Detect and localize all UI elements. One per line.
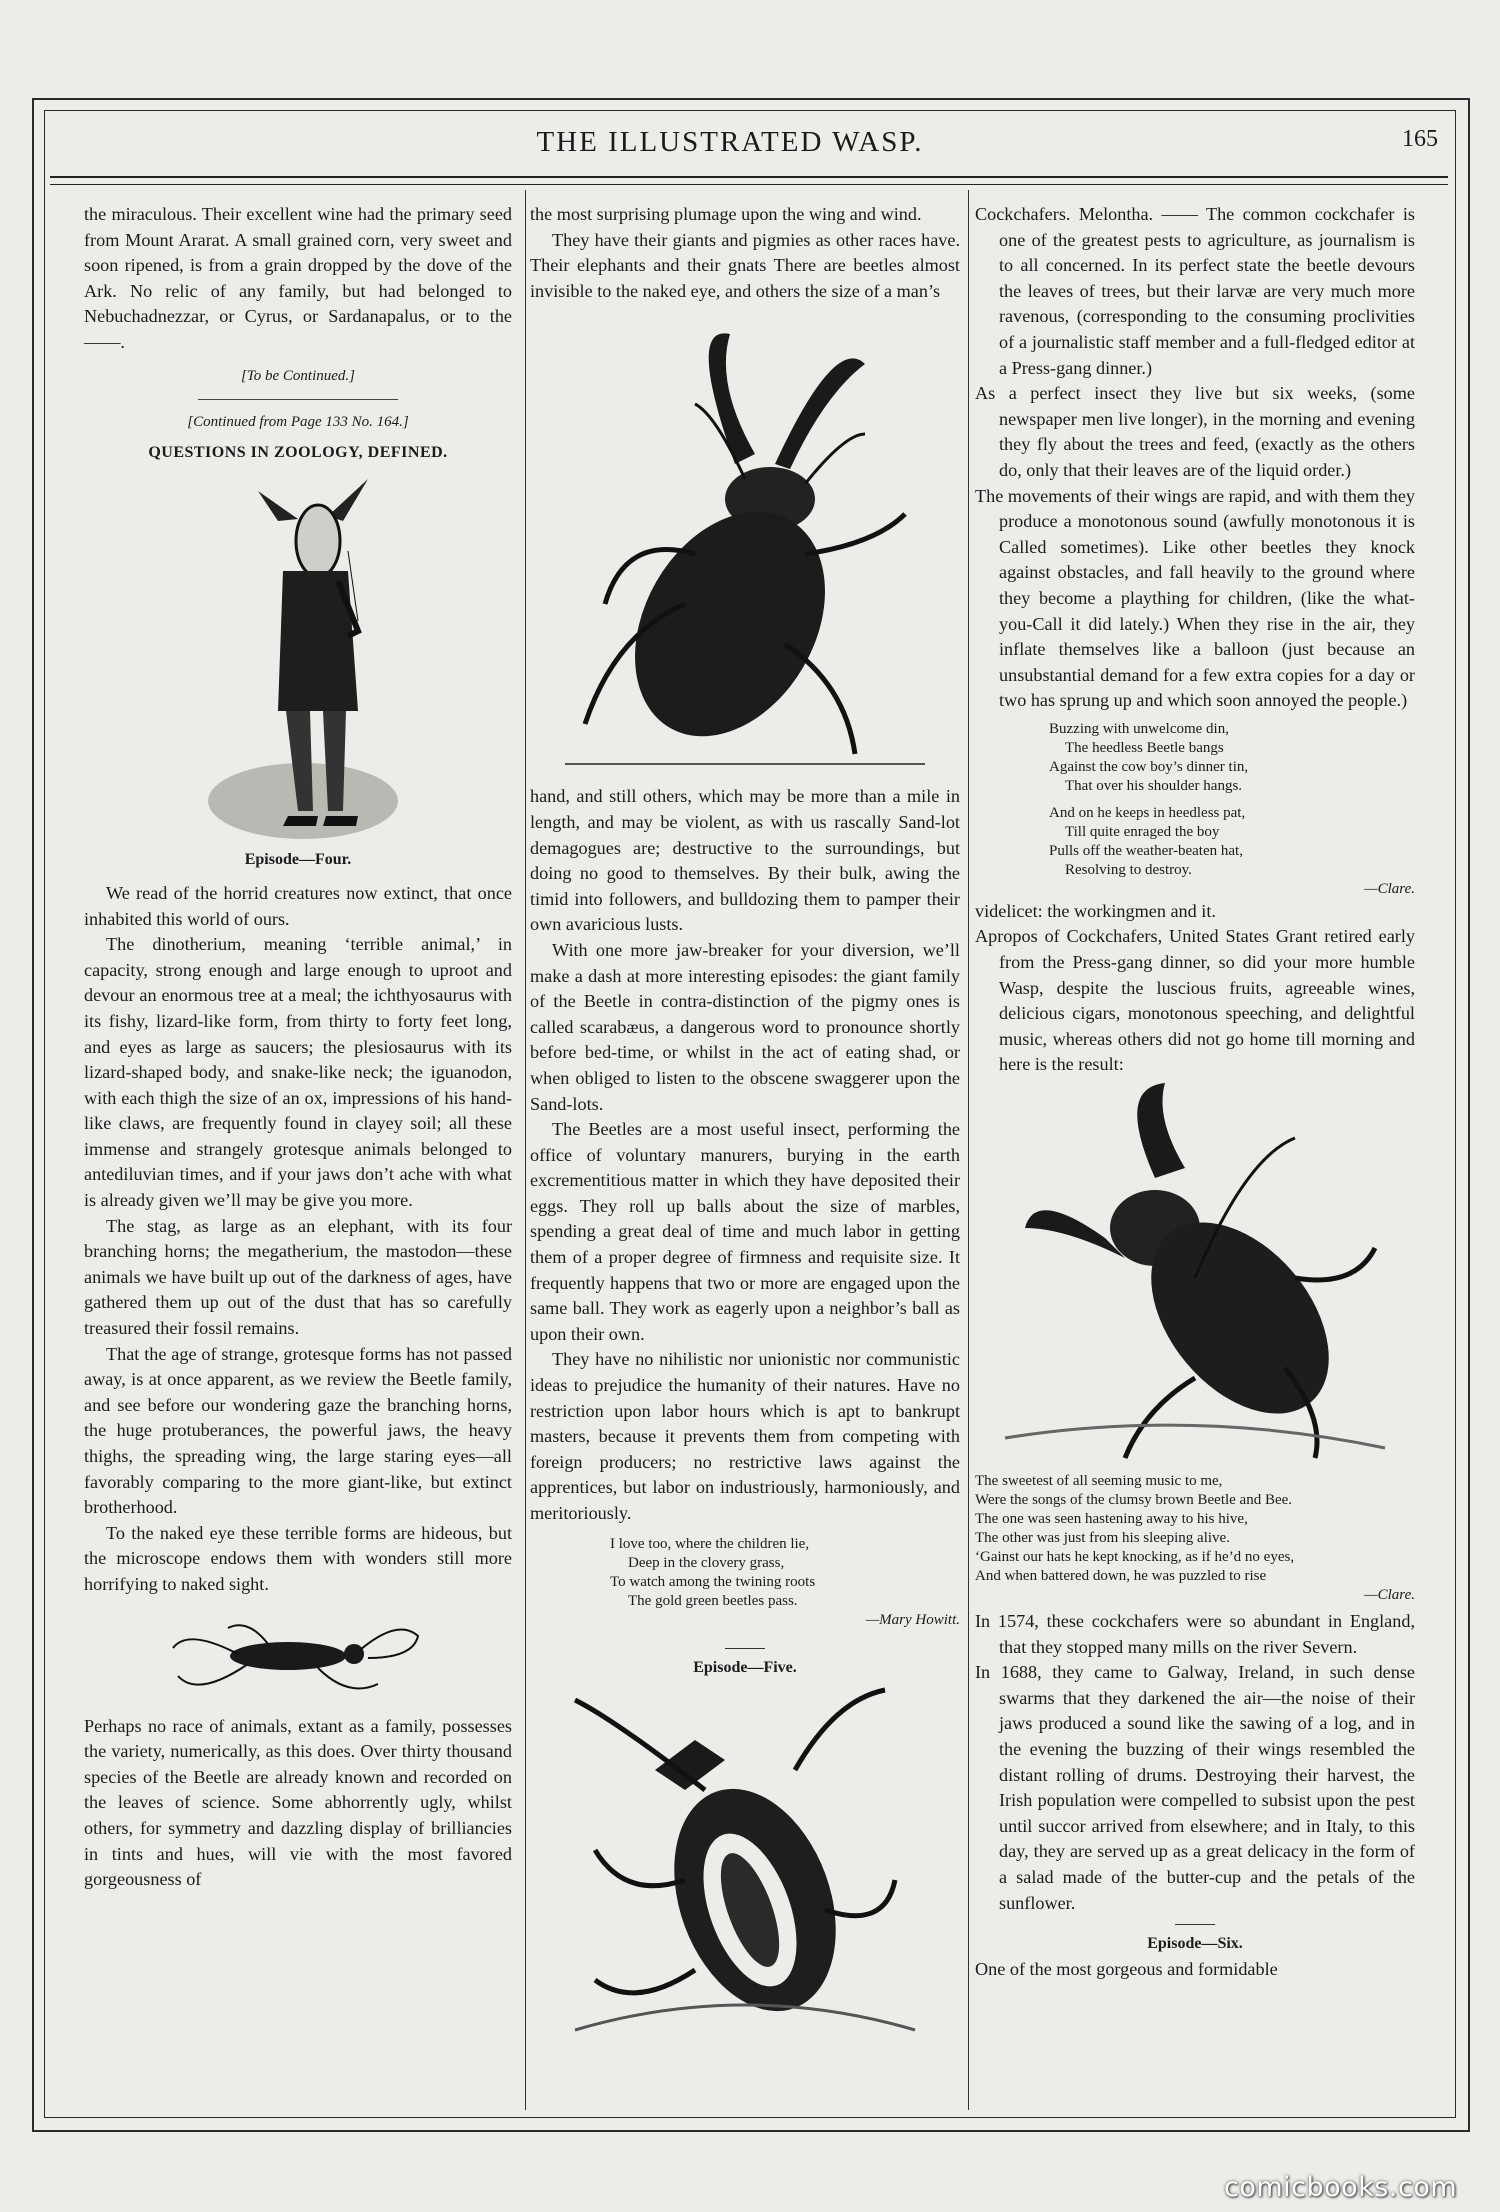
site-watermark: comicbooks.com (1224, 2172, 1458, 2203)
column-divider-1 (525, 190, 526, 2110)
page-title: THE ILLUSTRATED WASP. (536, 126, 924, 158)
verse-line: To watch among the twining roots (610, 1573, 816, 1590)
verse-line: Pulls off the weather-beaten hat, (1049, 842, 1243, 859)
section-title: QUESTIONS IN ZOOLOGY, DEFINED. (148, 443, 448, 461)
header-rule-thin (50, 184, 1448, 185)
verse-line: That over his shoulder hangs. (1065, 777, 1243, 794)
verse-mary-howitt (610, 1535, 960, 1630)
figure-caption: Episode—Four. (244, 851, 352, 869)
verse-line: Against the cow boy’s dinner tin, (1049, 758, 1249, 775)
verse-attribution: —Clare. (1364, 1587, 1415, 1604)
verse-line: The other was just from his sleeping alive. (975, 1530, 1230, 1547)
page-number: 165 (1402, 126, 1438, 152)
paragraph: We read of the horrid creatures now extinct, that once inhabited this world of ours. (84, 882, 512, 929)
column-3 (975, 202, 1415, 1982)
verse-line: And when battered down, he was puzzled to rise (975, 1568, 1267, 1585)
paragraph: They have no nihilistic nor unionistic nor communistic ideas to prejudice the humanity of their natures. Have no restriction upon labor hours which is apt to bankrupt masters, because it prevents them from competing with foreign producers; no restrictive laws against the apprentices, but labor on industriously, harmoniously, and meritoriously. (530, 1349, 960, 1523)
column-2 (530, 202, 960, 2050)
stag-beetle-2-illustration (995, 1078, 1395, 1468)
paragraph: The movements of their wings are rapid, and with them they produce a monotonous sound (awfully monotonous it is Called sometimes). Like other beetles they knock against obstacles, and fall heavily to the ground where they become a plaything for children, (like the what-you-Call it did lately.) When they rise in the air, they inflate themselves like a balloon (just because an unsubstantial demand for a few extra copies for a day or two has sprung up and which soon annoyed the people.) (975, 485, 1415, 711)
verse-line: The sweetest of all seeming music to me, (975, 1473, 1223, 1490)
verse-line: The heedless Beetle bangs (1065, 739, 1224, 756)
verse-line: Deep in the clovery grass, (628, 1554, 785, 1571)
verse-line: The one was seen hastening away to his hive, (975, 1511, 1248, 1528)
divider (1175, 1924, 1215, 1925)
donkey-figure-illustration (198, 471, 398, 841)
divider (725, 1648, 765, 1649)
verse-line: ‘Gainst our hats he kept knocking, as if he’d no eyes, (975, 1549, 1295, 1566)
paragraph: videlicet: the workingmen and it. (975, 900, 1216, 921)
paragraph: One of the most gorgeous and formidable (975, 1958, 1278, 1979)
paragraph: They have their giants and pigmies as other races have. Their elephants and their gnats There are beetles almost invisible to the naked eye, and others the size of a man’s (530, 229, 960, 301)
paragraph: Cockchafers. Melontha. —— The common cockchafer is one of the greatest pests to agriculture, as journalism is to all concerned. In its perfect state the beetle devours the leaves of trees, but their larvæ are very much more ravenous, (corresponding to the consuming proclivities of a journalistic staff member and a full-fledged editor at a Press-gang dinner.) (975, 204, 1415, 378)
paragraph: In 1688, they came to Galway, Ireland, in such dense swarms that they darkened the air—the noise of their jaws produced a sound like the sawing of a log, and in the evening the buzzing of their wings resembled the distant rolling of drums. Destroying their harvest, the Irish population were compelled to subsist upon the pest until succor arrived from elsewhere; and in Italy, to this day, they are served up as a great delicacy in the form of a salad made of the butter-cup and the petals of the sunflower. (975, 1662, 1415, 1913)
paragraph: In 1574, these cockchafers were so abundant in England, that they stopped many mills on the river Severn. (975, 1611, 1415, 1657)
paragraph: The stag, as large as an elephant, with its four branching horns; the megatherium, the mastodon—these animals we have built up out of the darkness of ages, have gathered them up out of the dust that has so carefully treasured their fossil remains. (84, 1215, 512, 1339)
paragraph: Perhaps no race of animals, extant as a family, possesses the variety, numerically, as this does. Over thirty thousand species of the Beetle are already known and recorded on the leaves of science. Some abhorrently ugly, whilst others, for symmetry and dazzling display of brilliancies in tints and hues, will vie with the most favored gorgeousness of (84, 1715, 512, 1890)
paragraph: As a perfect insect they live but six weeks, (some newspaper men live longer), in the morning and evening they fly about the trees and feed, (exactly as the others do, only that their leaves are of the liquid order.) (975, 383, 1415, 480)
verse-line: Resolving to destroy. (1065, 861, 1192, 878)
verse-line: And on he keeps in heedless pat, (1049, 804, 1246, 821)
column-divider-2 (968, 190, 969, 2110)
stag-beetle-illustration (545, 304, 945, 784)
header-rule (50, 176, 1448, 178)
verse-attribution: —Mary Howitt. (865, 1611, 960, 1628)
paragraph: the miraculous. Their excellent wine had the primary seed from Mount Ararat. A small grained corn, very sweet and soon ripened, is from a grain dropped by the dove of the Ark. No relic of any family, but had belonged to Nebuchadnezzar, or Cyrus, or Sardanapalus, or to the ——. (84, 204, 512, 352)
to-be-continued: [To be Continued.] (240, 367, 356, 384)
episode-heading: Episode—Five. (693, 1658, 797, 1676)
verse-clare-1 (1049, 720, 1415, 899)
paragraph: With one more jaw-breaker for your diversion, we’ll make a dash at more interesting episodes: the giant family of the Beetle in contra-distinction of the pigmy ones is called scarabæus, a dangerous word to pronounce shortly before bed-time, or whilst in the act of eating shad, or when obliged to listen to the obscene swaggerer upon the Sand-lots. (530, 939, 960, 1114)
verse-clare-2 (975, 1472, 1415, 1605)
continued-from-note: [Continued from Page 133 No. 164.] (187, 414, 409, 431)
paragraph: hand, and still others, which may be more than a mile in length, and may be violent, as with us rascally Sand-lot demagogues are; destructive to the surroundings, but doing no good to themselves. By their bulk, awing the timid into followers, and bulldozing them to pamper their own avaricious lusts. (530, 786, 960, 935)
verse-line: Buzzing with unwelcome din, (1049, 720, 1229, 737)
goliath-beetle-illustration (555, 1680, 935, 2050)
paragraph: The dinotherium, meaning ‘terrible animal,’ in capacity, strong enough and large enough to uproot and devour an enormous tree at a meal; the ichthyosaurus with its fishy, lizard-like form, from thirty to forty feet long, and eyes as large as saucers; the plesiosaurus with its lizard-shaped body, and snake-like neck; the iguanodon, with each thigh the size of an ox, impressions of his hand-like claws, are frequently found in clayey soil; all these immense and strangely grotesque animals belonged to antediluvian times, and if your jaws don’t ache with what is already given we’ll may be give you more. (84, 934, 512, 1211)
column-1 (84, 202, 512, 1893)
paragraph: To the naked eye these terrible forms are hideous, but the microscope endows them with wonders still more horrifying to naked sight. (84, 1522, 512, 1594)
paragraph: That the age of strange, grotesque forms has not passed away, is at once apparent, as we review the Beetle family, and see before our wondering gaze the branching horns, the huge protuberances, the powerful jaws, the heavy thighs, the spreading wing, the large staring eyes—all favorably comparing to the more giant-like, but extinct brotherhood. (84, 1343, 512, 1518)
verse-attribution: —Clare. (1364, 880, 1415, 897)
verse-line: Till quite enraged the boy (1065, 823, 1220, 840)
paragraph: Apropos of Cockchafers, United States Grant retired early from the Press-gang dinner, so did your more humble Wasp, despite the luscious fruits, agreeable wines, delicious cigars, monotonous speeching, and delightful music, whereas others did not go home till morning and here is the result: (975, 926, 1415, 1075)
episode-heading: Episode—Six. (1147, 1935, 1243, 1953)
verse-line: The gold green beetles pass. (628, 1592, 798, 1609)
paragraph: the most surprising plumage upon the wing and wind. (530, 204, 922, 224)
paragraph: The Beetles are a most useful insect, performing the office of voluntary manurers, burying in the earth excrementitious matter in which they have deposited their eggs. They roll up balls about the size of marbles, spending a great deal of time and much labor in getting them of a proper degree of firmness and requisite size. It frequently happens that two or more are engaged upon the same ball. They work as eagerly upon a neighbor’s ball as upon their own. (530, 1119, 960, 1344)
divider (198, 399, 398, 400)
verse-line: Were the songs of the clumsy brown Beetle and Bee. (975, 1492, 1293, 1509)
long-beetle-illustration (168, 1598, 428, 1708)
verse-line: I love too, where the children lie, (610, 1535, 810, 1552)
